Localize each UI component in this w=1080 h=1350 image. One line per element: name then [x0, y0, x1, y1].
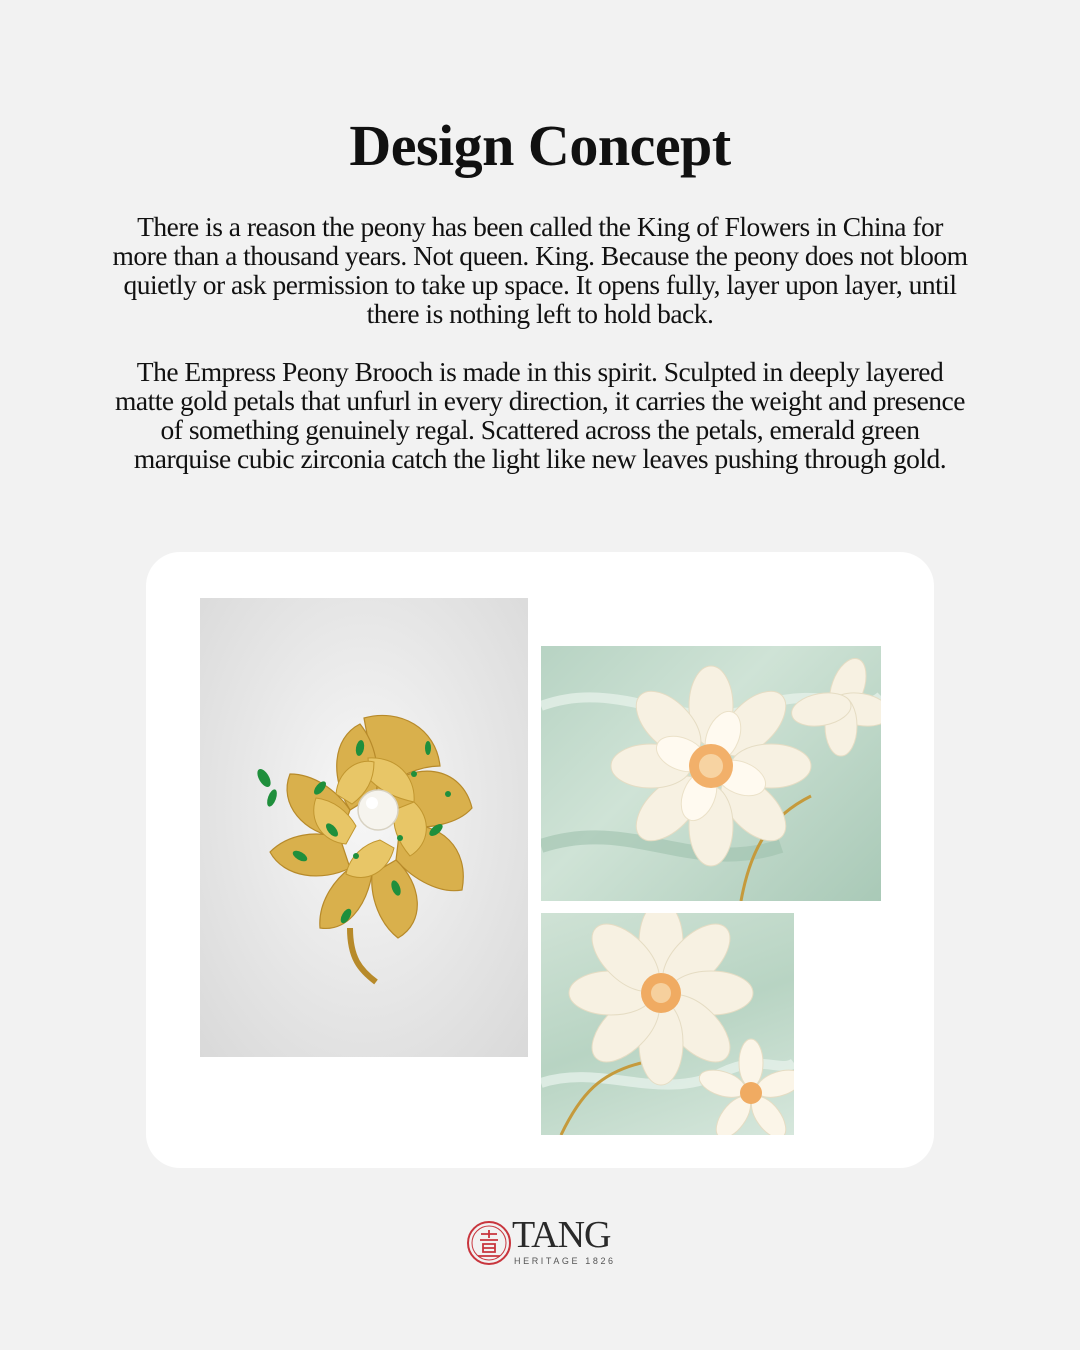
peony-illustration-2: [541, 913, 794, 1135]
image-gallery-card: [146, 552, 934, 1168]
seal-icon: [466, 1220, 512, 1266]
brand-name: TANG: [512, 1214, 611, 1256]
peony-artwork-photo-2: [541, 913, 794, 1135]
brand-logo: [466, 1216, 616, 1272]
brand-tagline: HERITAGE 1826: [514, 1256, 616, 1266]
page-title: Design Concept: [349, 113, 731, 178]
intro-paragraph: There is a reason the peony has been called the King of Flowers in China for more than a thousand years. Not queen. King. Because the peony does not bloom quietly or ask permission to take up space. It opens fully, layer upon layer, until there is nothing left to hold back.: [112, 211, 968, 329]
concept-paragraph: The Empress Peony Brooch is made in this spirit. Sculpted in deeply layered matte gold petals that unfurl in every direction, it carries the weight and presence of something genuinely regal. Scattered across the petals, emerald green marquise cubic zirconia catch the light like new leaves pushing through gold.: [115, 356, 965, 474]
brooch-photo: [200, 598, 528, 1057]
peony-artwork-photo-1: [541, 646, 881, 901]
peony-illustration-1: [541, 646, 881, 901]
brooch-illustration: [200, 598, 528, 1057]
